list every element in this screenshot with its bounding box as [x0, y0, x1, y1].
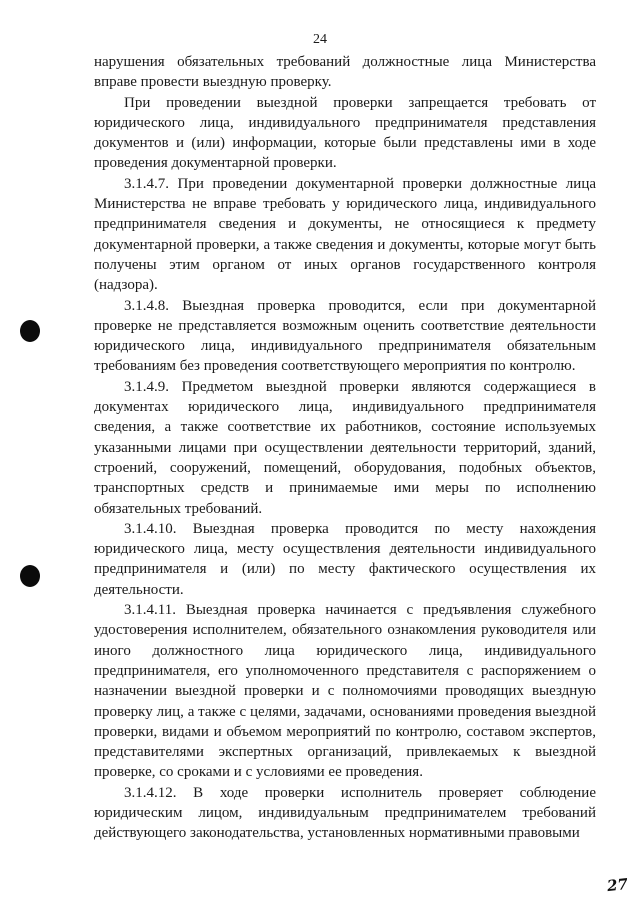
paragraph-3-1-4-8: 3.1.4.8. Выездная проверка проводится, если при документарной проверке не представляется возможным оценить соответствие деятельности юридического лица, индивидуального предпринимателя обязательным требованиям без проведения соответствующего мероприятия по контролю.	[94, 297, 596, 375]
paragraph-3-1-4-9: 3.1.4.9. Предметом выездной проверки являются содержащиеся в документах юридического лица, индивидуального предпринимателя сведения, а также соответствие их работников, состояние используемых указанными лицами при осуществлении деятельности территорий, зданий, строений, сооружений, помещений, оборудования, подобных объектов, транспортных средств и принимаемые ими меры по исполнению обязательных требований.	[94, 378, 596, 517]
paragraph-3-1-4-11: 3.1.4.11. Выездная проверка начинается с предъявления служебного удостоверения исполнителем, обязательного ознакомления руководителя или иного должностного лица юридического лица, индивидуального предпринимателя, его уполномоченного представителя с распоряжением о назначении выездной проверки и с полномочиями проводящих выездную проверку лиц, а также с целями, задачами, основаниями проведения выездной проверки, видами и объемом мероприятий по контролю, составом экспертов, представителями экспертных организаций, привлекаемых к выездной проверке, со сроками и с условиями ее проведения.	[94, 602, 596, 781]
paragraph-continuation: нарушения обязательных требований должностные лица Министерства вправе провести выездную проверку.	[94, 54, 596, 91]
handwritten-page-number: 27	[606, 874, 629, 896]
hole-punch-mark	[20, 320, 40, 342]
document-body	[94, 52, 596, 844]
hole-punch-mark	[20, 565, 40, 587]
page-number: 24	[313, 32, 327, 47]
paragraph-prohibition: При проведении выездной проверки запрещается требовать от юридического лица, индивидуального предпринимателя представления документов и (или) информации, которые были представлены ими в ходе проведения документарной проверки.	[94, 94, 596, 172]
paragraph-3-1-4-7: 3.1.4.7. При проведении документарной проверки должностные лица Министерства не вправе требовать у юридического лица, индивидуального предпринимателя сведения и документы, не относящиеся к предмету документарной проверки, а также сведения и документы, которые могут быть получены этим органом от иных органов государственного контроля (надзора).	[94, 175, 596, 294]
paragraph-3-1-4-12: 3.1.4.12. В ходе проверки исполнитель проверяет соблюдение юридическим лицом, индивидуальным предпринимателем требований действующего законодательства, установленных нормативными правовыми	[94, 784, 596, 842]
paragraph-3-1-4-10: 3.1.4.10. Выездная проверка проводится по месту нахождения юридического лица, месту осуществления деятельности индивидуального предпринимателя и (или) по месту фактического осуществления их деятельности.	[94, 520, 596, 598]
